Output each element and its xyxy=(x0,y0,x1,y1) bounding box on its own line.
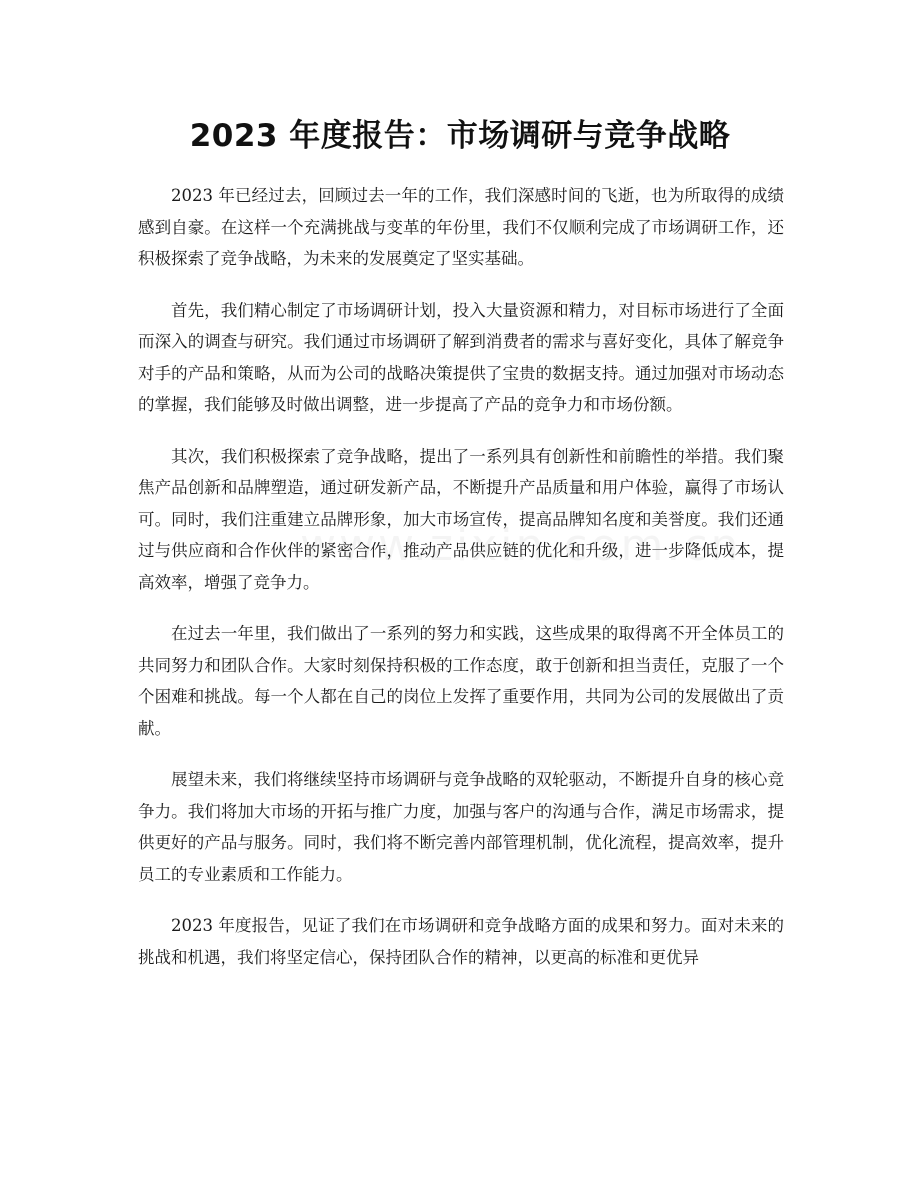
paragraph: 2023 年已经过去，回顾过去一年的工作，我们深感时间的飞逝，也为所取得的成绩感到自豪。在这样一个充满挑战与变革的年份里，我们不仅顺利完成了市场调研工作，还积极探索了竞争战略，为未来的发展奠定了坚实基础。 xyxy=(138,186,784,268)
document-body xyxy=(138,180,784,993)
paragraph: 其次，我们积极探索了竞争战略，提出了一系列具有创新性和前瞻性的举措。我们聚焦产品创新和品牌塑造，通过研发新产品，不断提升产品质量和用户体验，赢得了市场认可。同时，我们注重建立品牌形象，加大市场宣传，提高品牌知名度和美誉度。我们还通过与供应商和合作伙伴的紧密合作，推动产品供应链的优化和升级，进一步降低成本，提高效率，增强了竞争力。 xyxy=(138,446,784,592)
document-title: 2023 年度报告：市场调研与竞争战略 xyxy=(189,118,731,154)
paragraph: 2023 年度报告，见证了我们在市场调研和竞争战略方面的成果和努力。面对未来的挑战和机遇，我们将坚定信心，保持团队合作的精神，以更高的标准和更优异 xyxy=(138,916,784,967)
paragraph: 在过去一年里，我们做出了一系列的努力和实践，这些成果的取得离不开全体员工的共同努力和团队合作。大家时刻保持积极的工作态度，敢于创新和担当责任，克服了一个个困难和挑战。每一个人都在自己的岗位上发挥了重要作用，共同为公司的发展做出了贡献。 xyxy=(138,624,784,738)
paragraph: 首先，我们精心制定了市场调研计划，投入大量资源和精力，对目标市场进行了全面而深入的调查与研究。我们通过市场调研了解到消费者的需求与喜好变化，具体了解竞争对手的产品和策略，从而为公司的战略决策提供了宝贵的数据支持。通过加强对市场动态的掌握，我们能够及时做出调整，进一步提高了产品的竞争力和市场份额。 xyxy=(138,300,784,414)
paragraph: 展望未来，我们将继续坚持市场调研与竞争战略的双轮驱动，不断提升自身的核心竞争力。我们将加大市场的开拓与推广力度，加强与客户的沟通与合作，满足市场需求，提供更好的产品与服务。同时，我们将不断完善内部管理机制，优化流程，提高效率，提升员工的专业素质和工作能力。 xyxy=(138,770,784,884)
